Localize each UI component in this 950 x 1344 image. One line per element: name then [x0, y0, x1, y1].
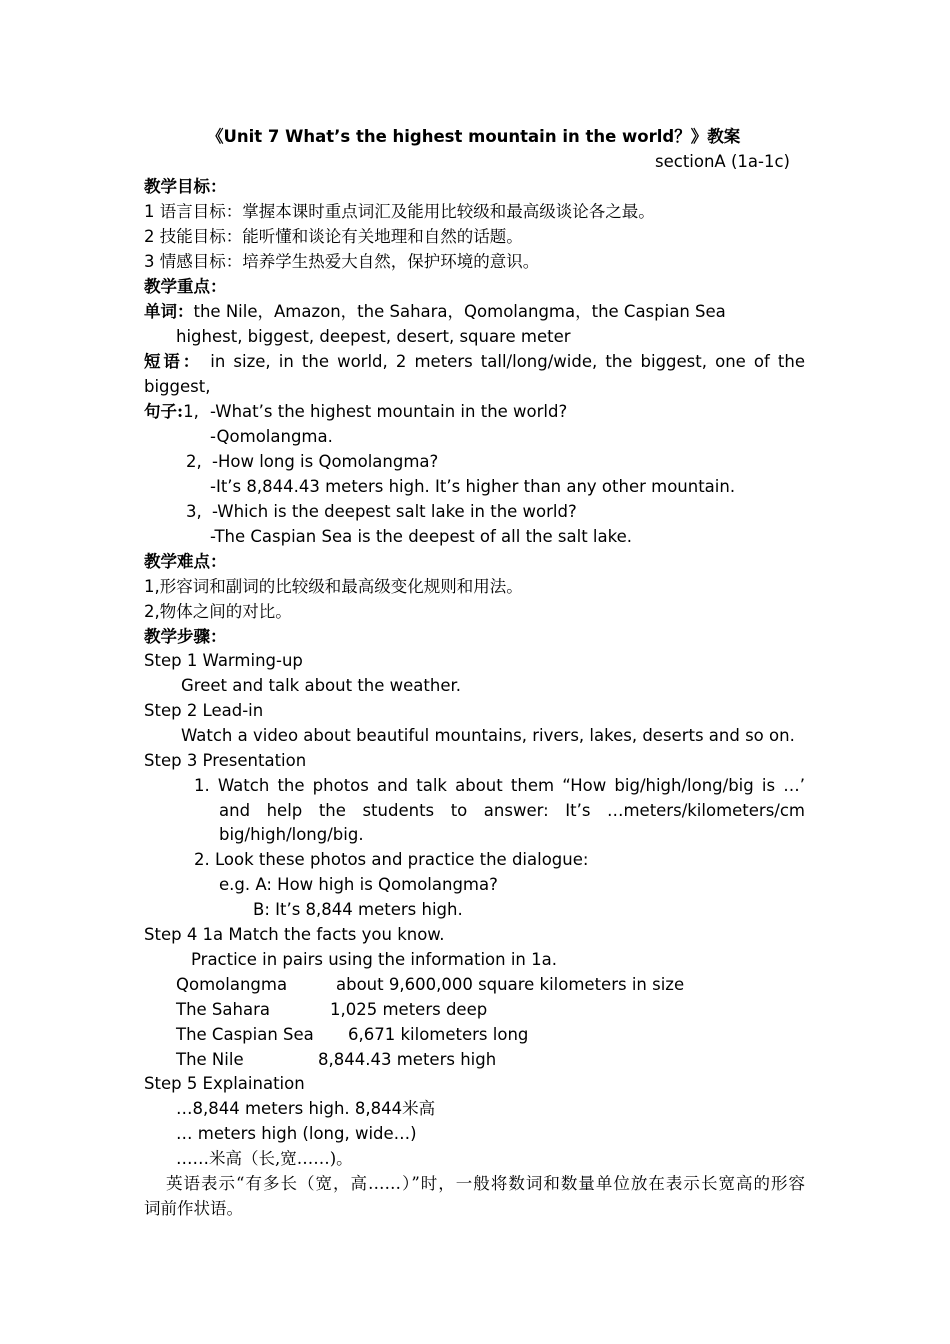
phrases-line-1: 短语： in size, in the world, 2 meters tall/long/wide, the biggest, one of the — [144, 352, 806, 371]
match-place-3: The Caspian Sea — [176, 1025, 314, 1044]
words-line-2: highest, biggest, deepest, desert, square meter — [176, 327, 571, 346]
sentence-2-question: -How long is Qomolangma? — [212, 452, 439, 471]
step-3-example-b: B: It’s 8,844 meters high. — [253, 900, 463, 919]
sentence-3-num: 3, — [186, 502, 202, 521]
step-2-title: Step 2 Lead-in — [144, 701, 264, 720]
step-5-line-3: ……米高（长,宽……)。 — [176, 1149, 353, 1168]
sentence-3-answer: -The Caspian Sea is the deepest of all the salt lake. — [210, 527, 632, 546]
step-2-text: Watch a video about beautiful mountains, rivers, lakes, deserts and so on. — [181, 726, 795, 745]
document-title: 《Unit 7 What’s the highest mountain in the world？》教案 — [207, 127, 741, 146]
match-place-2: The Sahara — [176, 1000, 270, 1019]
sentence-3-question: -Which is the deepest salt lake in the world? — [212, 502, 577, 521]
match-fact-2: 1,025 meters deep — [330, 1000, 488, 1019]
steps-heading: 教学步骤： — [144, 627, 227, 646]
goal-item-1: 1 语言目标：掌握本课时重点词汇及能用比较级和最高级谈论各之最。 — [144, 202, 655, 221]
section-label: sectionA (1a-1c) — [655, 152, 790, 171]
words-line-1: 单词：the Nile，Amazon，the Sahara，Qomolangma，the Caspian Sea — [144, 302, 726, 321]
step-3-item-1-line-1: 1. Watch the photos and talk about them “How big/high/long/big is …’ — [194, 776, 805, 795]
sentence-1-answer: -Qomolangma. — [210, 427, 333, 446]
match-place-1: Qomolangma — [176, 975, 288, 994]
step-3-item-1-line-3: big/high/long/big. — [219, 825, 364, 844]
goals-heading: 教学目标： — [144, 177, 227, 196]
step-5-line-2: … meters high (long, wide…) — [176, 1124, 417, 1143]
difficulty-item-1: 1,形容词和副词的比较级和最高级变化规则和用法。 — [144, 577, 523, 596]
step-3-title: Step 3 Presentation — [144, 751, 307, 770]
key-points-heading: 教学重点： — [144, 277, 227, 296]
difficulty-item-2: 2,物体之间的对比。 — [144, 602, 292, 621]
step-3-item-2: 2. Look these photos and practice the dialogue: — [194, 850, 589, 869]
sentence-2-answer: -It’s 8,844.43 meters high. It’s higher than any other mountain. — [210, 477, 736, 496]
step-1-text: Greet and talk about the weather. — [181, 676, 462, 695]
sentence-1-question: 句子:1, — [144, 402, 199, 421]
step-5-title: Step 5 Explaination — [144, 1074, 305, 1093]
goal-item-2: 2 技能目标：能听懂和谈论有关地理和自然的话题。 — [144, 227, 523, 246]
step-5-line-1: …8,844 meters high. 8,844米高 — [176, 1099, 436, 1118]
step-3-item-1-line-2: and help the students to answer: It’s …meters/kilometers/cm — [219, 801, 805, 820]
step-1-title: Step 1 Warming-up — [144, 651, 303, 670]
step-4-text: Practice in pairs using the information in 1a. — [191, 950, 557, 969]
difficulties-heading: 教学难点： — [144, 552, 227, 571]
match-fact-3: 6,671 kilometers long — [348, 1025, 529, 1044]
sentence-2-num: 2, — [186, 452, 202, 471]
sentence-1-q-text: -What’s the highest mountain in the world? — [210, 402, 568, 421]
match-fact-4: 8,844.43 meters high — [318, 1050, 497, 1069]
goal-item-3: 3 情感目标：培养学生热爱大自然，保护环境的意识。 — [144, 252, 540, 271]
step-3-example-a: e.g. A: How high is Qomolangma? — [219, 875, 498, 894]
match-place-4: The Nile — [176, 1050, 244, 1069]
step-5-note-line-2: 词前作状语。 — [144, 1199, 243, 1218]
step-5-note-line-1: 英语表示“有多长（宽，高……）”时，一般将数词和数量单位放在表示长宽高的形容 — [166, 1174, 805, 1193]
match-fact-1: about 9,600,000 square kilometers in size — [336, 975, 685, 994]
step-4-title: Step 4 1a Match the facts you know. — [144, 925, 445, 944]
phrases-line-2: biggest, — [144, 377, 211, 396]
